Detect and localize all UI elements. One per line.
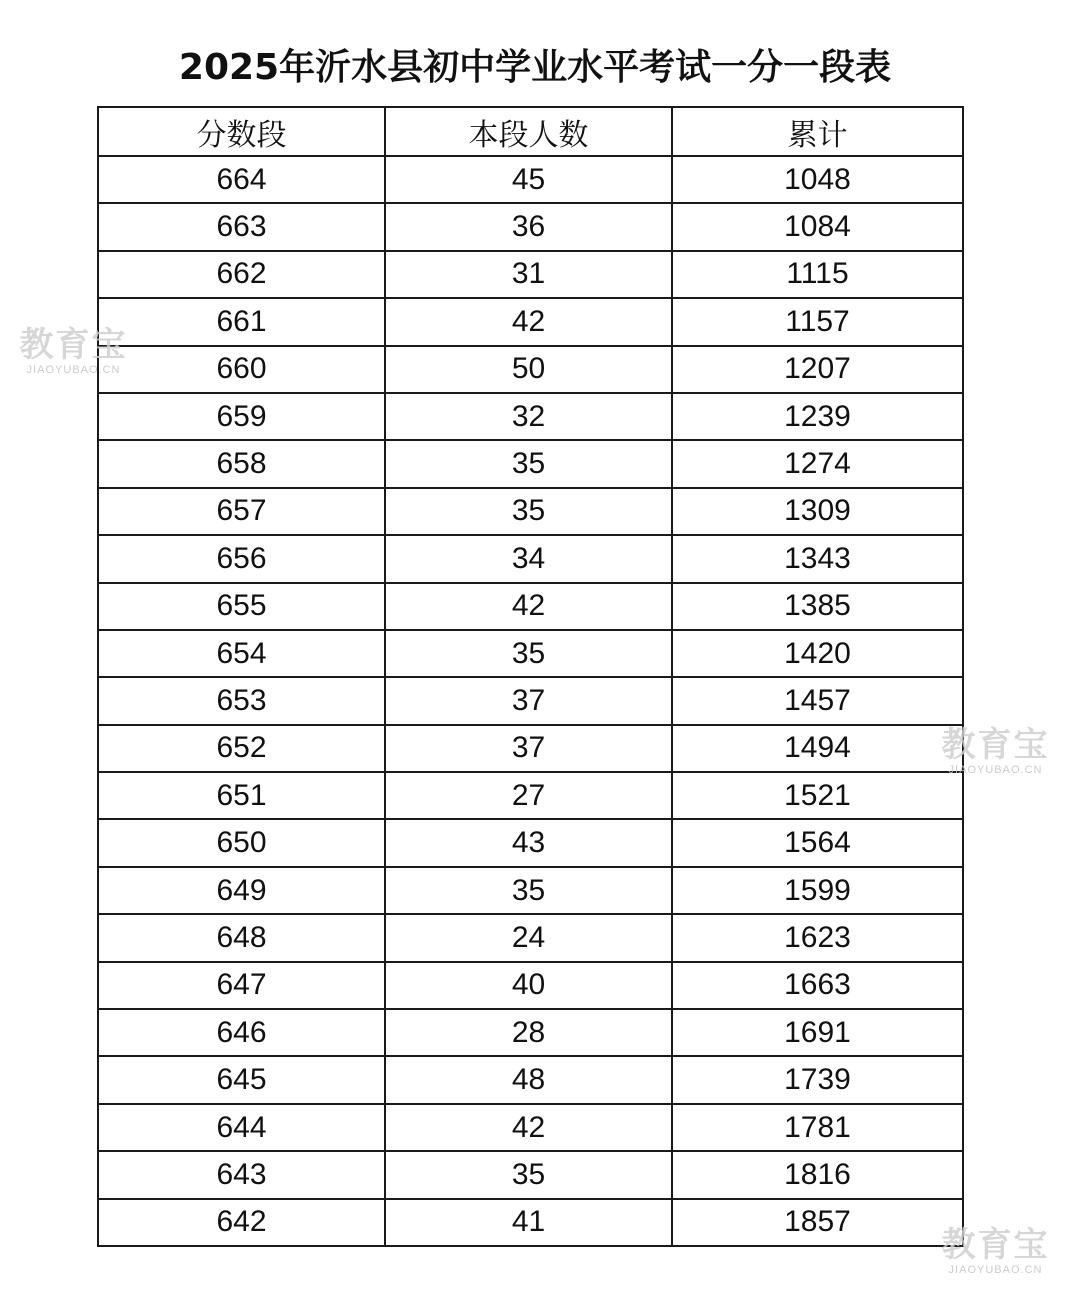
cell-segment-count: 34 xyxy=(385,535,672,582)
cell-score: 651 xyxy=(98,772,385,819)
cell-score: 661 xyxy=(98,298,385,345)
cell-score: 655 xyxy=(98,583,385,630)
watermark-logo: 教育宝 xyxy=(941,725,1050,765)
table-row xyxy=(98,819,963,866)
cell-score: 642 xyxy=(98,1199,385,1246)
cell-score: 644 xyxy=(98,1104,385,1151)
table-row xyxy=(98,677,963,724)
cell-segment-count: 48 xyxy=(385,1056,672,1103)
cell-segment-count: 50 xyxy=(385,346,672,393)
table-row xyxy=(98,962,963,1009)
cell-score: 650 xyxy=(98,819,385,866)
cell-segment-count: 37 xyxy=(385,677,672,724)
table-row xyxy=(98,203,963,250)
cell-segment-count: 32 xyxy=(385,393,672,440)
cell-score: 660 xyxy=(98,346,385,393)
cell-segment-count: 35 xyxy=(385,488,672,535)
cell-cumulative: 1857 xyxy=(672,1199,963,1246)
cell-score: 646 xyxy=(98,1009,385,1056)
cell-cumulative: 1048 xyxy=(672,156,963,203)
cell-segment-count: 31 xyxy=(385,251,672,298)
cell-cumulative: 1343 xyxy=(672,535,963,582)
cell-score: 649 xyxy=(98,867,385,914)
watermark-logo: 教育宝 xyxy=(19,325,128,365)
cell-score: 658 xyxy=(98,440,385,487)
watermark-left xyxy=(16,326,131,377)
table-row xyxy=(98,583,963,630)
cell-segment-count: 27 xyxy=(385,772,672,819)
header-segment-count: 本段人数 xyxy=(385,107,672,156)
table-row xyxy=(98,630,963,677)
watermark-right-middle xyxy=(938,726,1053,777)
table-row xyxy=(98,1009,963,1056)
cell-segment-count: 43 xyxy=(385,819,672,866)
cell-cumulative: 1599 xyxy=(672,867,963,914)
table-row xyxy=(98,393,963,440)
table-row xyxy=(98,346,963,393)
cell-score: 652 xyxy=(98,725,385,772)
cell-cumulative: 1739 xyxy=(672,1056,963,1103)
cell-segment-count: 35 xyxy=(385,867,672,914)
cell-score: 643 xyxy=(98,1151,385,1198)
table-row xyxy=(98,156,963,203)
cell-segment-count: 37 xyxy=(385,725,672,772)
cell-score: 663 xyxy=(98,203,385,250)
watermark-logo: 教育宝 xyxy=(941,1225,1050,1265)
cell-cumulative: 1084 xyxy=(672,203,963,250)
cell-score: 654 xyxy=(98,630,385,677)
table-row xyxy=(98,1199,963,1246)
cell-score: 657 xyxy=(98,488,385,535)
cell-cumulative: 1457 xyxy=(672,677,963,724)
cell-cumulative: 1239 xyxy=(672,393,963,440)
cell-score: 653 xyxy=(98,677,385,724)
cell-score: 664 xyxy=(98,156,385,203)
table-row xyxy=(98,535,963,582)
table-row xyxy=(98,440,963,487)
page-title: 2025年沂水县初中学业水平考试一分一段表 xyxy=(178,47,892,88)
cell-cumulative: 1157 xyxy=(672,298,963,345)
table-row xyxy=(98,867,963,914)
table-row xyxy=(98,298,963,345)
cell-segment-count: 45 xyxy=(385,156,672,203)
cell-score: 647 xyxy=(98,962,385,1009)
table-row xyxy=(98,488,963,535)
watermark-url: JIAOYUBAO.CN xyxy=(26,364,121,376)
cell-segment-count: 35 xyxy=(385,440,672,487)
cell-segment-count: 40 xyxy=(385,962,672,1009)
cell-segment-count: 35 xyxy=(385,630,672,677)
table-row xyxy=(98,1056,963,1103)
cell-cumulative: 1207 xyxy=(672,346,963,393)
cell-cumulative: 1115 xyxy=(672,251,963,298)
cell-cumulative: 1521 xyxy=(672,772,963,819)
cell-score: 659 xyxy=(98,393,385,440)
cell-cumulative: 1494 xyxy=(672,725,963,772)
watermark-url: JIAOYUBAO.CN xyxy=(948,764,1043,776)
table-body xyxy=(98,156,963,1246)
watermark-right-bottom xyxy=(938,1226,1053,1277)
cell-segment-count: 42 xyxy=(385,298,672,345)
cell-score: 656 xyxy=(98,535,385,582)
cell-segment-count: 24 xyxy=(385,914,672,961)
cell-cumulative: 1309 xyxy=(672,488,963,535)
cell-score: 645 xyxy=(98,1056,385,1103)
cell-segment-count: 41 xyxy=(385,1199,672,1246)
cell-segment-count: 28 xyxy=(385,1009,672,1056)
cell-segment-count: 36 xyxy=(385,203,672,250)
cell-cumulative: 1781 xyxy=(672,1104,963,1151)
table-header-row xyxy=(98,107,963,156)
table-row xyxy=(98,772,963,819)
cell-cumulative: 1274 xyxy=(672,440,963,487)
score-distribution-table xyxy=(97,106,964,1247)
cell-cumulative: 1420 xyxy=(672,630,963,677)
cell-segment-count: 42 xyxy=(385,1104,672,1151)
cell-cumulative: 1816 xyxy=(672,1151,963,1198)
cell-cumulative: 1663 xyxy=(672,962,963,1009)
watermark-url: JIAOYUBAO.CN xyxy=(948,1264,1043,1276)
table-row xyxy=(98,1151,963,1198)
cell-cumulative: 1385 xyxy=(672,583,963,630)
cell-cumulative: 1623 xyxy=(672,914,963,961)
cell-segment-count: 35 xyxy=(385,1151,672,1198)
header-score-range: 分数段 xyxy=(98,107,385,156)
cell-cumulative: 1691 xyxy=(672,1009,963,1056)
header-cumulative: 累计 xyxy=(672,107,963,156)
cell-segment-count: 42 xyxy=(385,583,672,630)
cell-score: 662 xyxy=(98,251,385,298)
table-row xyxy=(98,251,963,298)
cell-score: 648 xyxy=(98,914,385,961)
table-row xyxy=(98,914,963,961)
table-row xyxy=(98,1104,963,1151)
table-row xyxy=(98,725,963,772)
cell-cumulative: 1564 xyxy=(672,819,963,866)
